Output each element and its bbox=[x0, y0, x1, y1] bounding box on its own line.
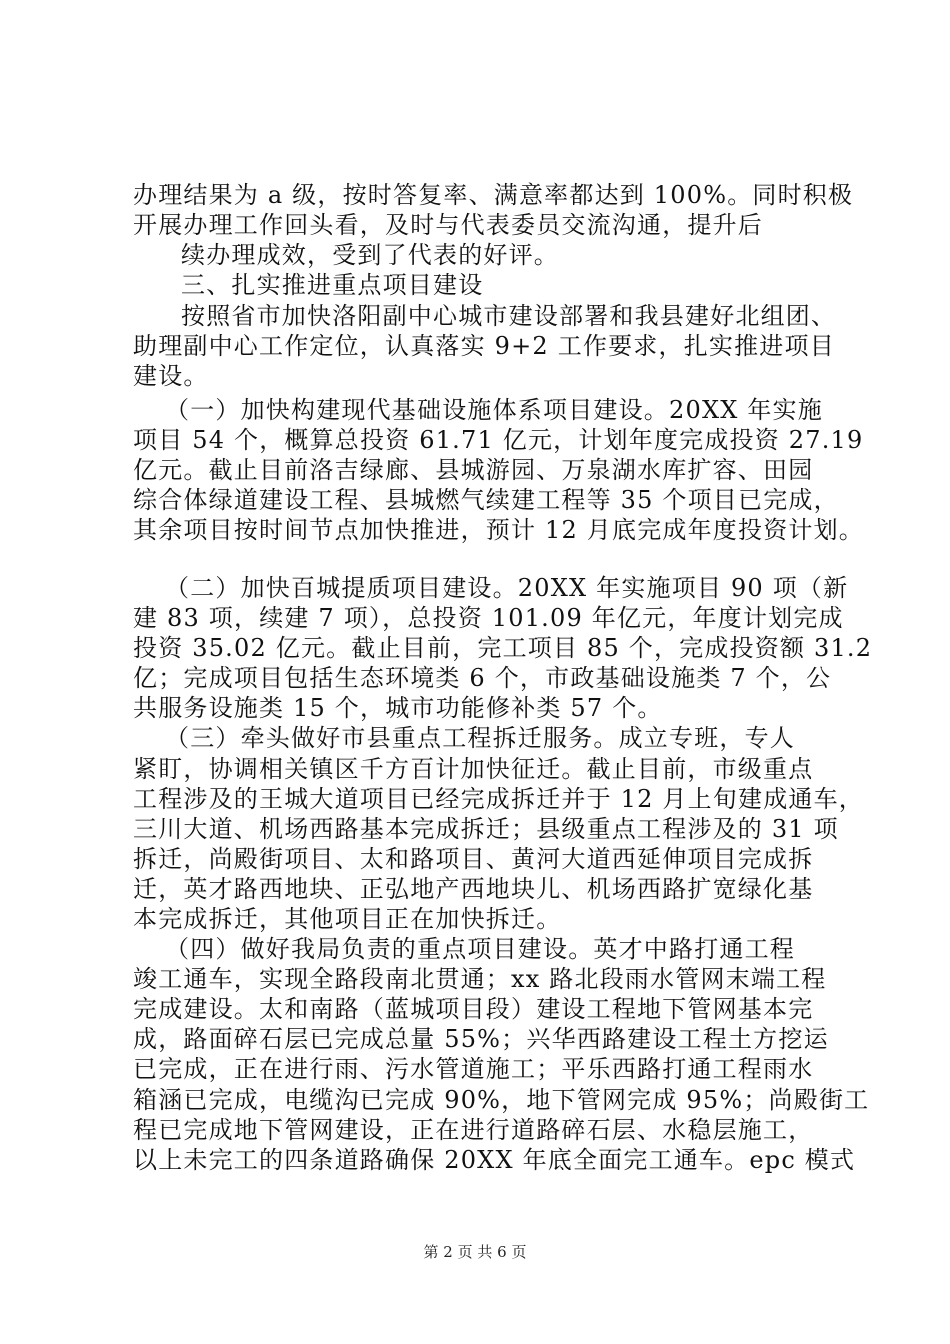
text-line: 亿；完成项目包括生态环境类 6 个，市政基础设施类 7 个，公 bbox=[133, 664, 832, 692]
text-line: （二）加快百城提质项目建设。20XX 年实施项目 90 项（新 bbox=[165, 574, 849, 602]
text-line: 迁，英才路西地块、正弘地产西地块儿、机场西路扩宽绿化基 bbox=[133, 875, 814, 903]
text-line: 三川大道、机场西路基本完成拆迁；县级重点工程涉及的 31 项 bbox=[133, 815, 839, 843]
text-line: 按照省市加快洛阳副中心城市建设部署和我县建好北组团、 bbox=[181, 302, 837, 330]
text-line: 助理副中心工作定位，认真落实 9+2 工作要求，扎实推进项目 bbox=[133, 332, 835, 360]
text-line: 紧盯，协调相关镇区千方百计加快征迁。截止目前，市级重点 bbox=[133, 755, 814, 783]
text-line: 成，路面碎石层已完成总量 55%；兴华西路建设工程土方挖运 bbox=[133, 1025, 829, 1053]
text-line: 项目 54 个，概算总投资 61.71 亿元，计划年度完成投资 27.19 bbox=[133, 426, 864, 454]
text-line: 竣工通车，实现全路段南北贯通；xx 路北段雨水管网末端工程 bbox=[133, 965, 827, 993]
text-line: 已完成，正在进行雨、污水管道施工；平乐西路打通工程雨水 bbox=[133, 1055, 814, 1083]
text-line: 开展办理工作回头看，及时与代表委员交流沟通，提升后 bbox=[133, 211, 763, 239]
text-line: 综合体绿道建设工程、县城燃气续建工程等 35 个项目已完成， bbox=[133, 486, 839, 514]
text-line: 建设。 bbox=[133, 362, 209, 390]
text-line: 投资 35.02 亿元。截止目前，完工项目 85 个，完成投资额 31.2 bbox=[133, 634, 873, 662]
text-line: 完成建设。太和南路（蓝城项目段）建设工程地下管网基本完 bbox=[133, 995, 814, 1023]
text-line: （三）牵头做好市县重点工程拆迁服务。成立专班，专人 bbox=[165, 724, 795, 752]
text-line: 以上未完工的四条道路确保 20XX 年底全面完工通车。epc 模式 bbox=[133, 1146, 856, 1174]
text-line: （一）加快构建现代基础设施体系项目建设。20XX 年实施 bbox=[165, 396, 823, 424]
text-line: 共服务设施类 15 个，城市功能修补类 57 个。 bbox=[133, 694, 663, 722]
text-line: 其余项目按时间节点加快推进，预计 12 月底完成年度投资计划。 bbox=[133, 516, 864, 544]
text-line: 亿元。截止目前洛吉绿廊、县城游园、万泉湖水库扩容、田园 bbox=[133, 456, 814, 484]
text-line: 办理结果为 a 级，按时答复率、满意率都达到 100%。同时积极 bbox=[133, 181, 854, 209]
text-line: 拆迁，尚殿街项目、太和路项目、黄河大道西延伸项目完成拆 bbox=[133, 845, 814, 873]
text-line: （四）做好我局负责的重点项目建设。英才中路打通工程 bbox=[165, 935, 795, 963]
section-heading: 三、扎实推进重点项目建设 bbox=[181, 271, 484, 299]
text-line: 箱涵已完成，电缆沟已完成 90%，地下管网完成 95%；尚殿街工 bbox=[133, 1086, 870, 1114]
text-line: 本完成拆迁，其他项目正在加快拆迁。 bbox=[133, 905, 562, 933]
page-footer: 第 2 页 共 6 页 bbox=[423, 1243, 527, 1261]
text-line: 续办理成效，受到了代表的好评。 bbox=[181, 241, 559, 269]
text-line: 程已完成地下管网建设，正在进行道路碎石层、水稳层施工， bbox=[133, 1116, 814, 1144]
text-line: 建 83 项，续建 7 项），总投资 101.09 年亿元，年度计划完成 bbox=[133, 604, 844, 632]
text-line: 工程涉及的王城大道项目已经完成拆迁并于 12 月上旬建成通车， bbox=[133, 785, 864, 813]
